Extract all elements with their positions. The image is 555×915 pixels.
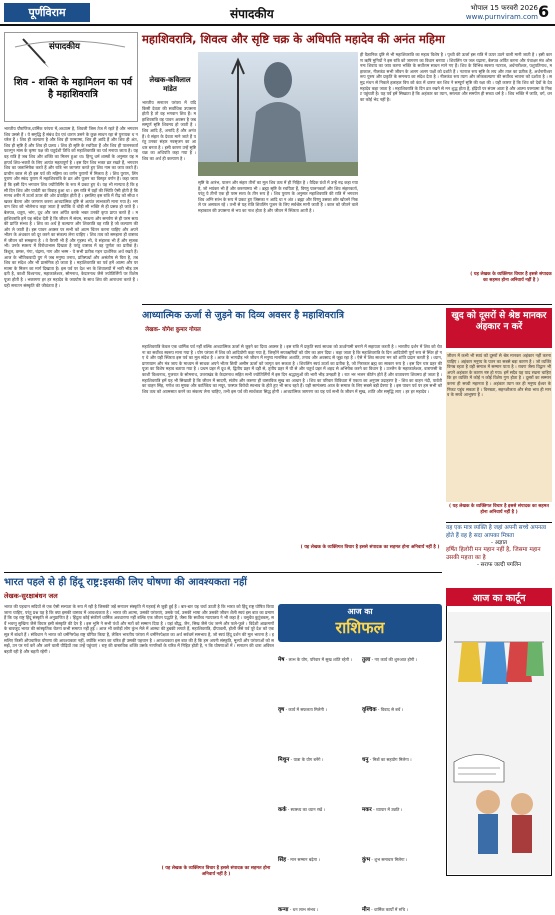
cartoon-illustration-icon [448, 612, 550, 874]
rashi-name: कन्या [278, 907, 289, 913]
quote-box [446, 522, 552, 582]
brand-logo: पूर्णविराम [4, 3, 90, 22]
rashi-name: मिथुन [278, 757, 290, 763]
rashi-item: मकर - व्यापार में उन्नति । [362, 807, 403, 813]
quote-byline: - अज्ञात [490, 540, 508, 546]
pen-icon [5, 33, 139, 73]
quote2-byline: - सराफ जल्दी पगलिन [476, 562, 522, 568]
main-body-col1: भारतीय सनातन परंपरा में यदि किसी देवता की सर्वाधिक उपासना होती है तो वह भगवान शिव हैं। महाशिवरात्रि वह पावन अवसर है जब सम्पूर्ण सृष्टि शिवमय हो जाती है । शिव आदि हैं, अनादि हैं और अनंत हैं। वे संहार के देवता माने जाते हैं परंतु उनका संहार नवसृजन का आधार बनता है । इसी कारण उन्हें सृष्टि चक्र का अधिपति कहा गया है । शिव का अर्थ ही कल्याण है । [142, 100, 196, 161]
article2-headline: आध्यात्मिक ऊर्जा से जुड़ने का दिव्य अवसर है महाशिवरात्रि [142, 310, 344, 321]
main-body-lower: सृष्टि के आरंभ, पालन और संहार तीनों का मूल शिव तत्व में ही निहित है । वैदिक ग्रंथों में उन्हें रुद्र कहा गया है, जो भयंकर भी हैं और करुणामय भी । ब्रह्मा सृष्टि के रचयिता हैं, विष्णु पालनकर्ता और शिव संहारकर्ता, परंतु ये तीनों एक ही परम सत्ता के तीन रूप हैं । शिव पुराण के अनुसार महाशिवरात्रि की रात्रि में भगवान शिव अग्नि स्तंभ के रूप में प्रकट हुए जिसका न आदि था न अंत । ब्रह्मा और विष्णु उसका छोर खोजने निकले पर असफल रहे । तभी से यह रात्रि शिवलिंग पूजन के लिए सर्वश्रेष्ठ मानी जाती है । काल को जीतने वाले महाकाल की उपासना से भय का नाश होता है और जीवन में स्थिरता आती है । [198, 180, 358, 213]
rashi-name: मकर [362, 807, 372, 813]
shiva-statue-icon [198, 52, 358, 176]
page-number: 6 [538, 2, 550, 21]
quote-text: वह एक मात्र व्यक्ति है जहां अपनी सच्चे अपनत्व होते हैं वह है सदा आपका मित्रता [446, 525, 547, 539]
rashifal-col1 [278, 646, 358, 915]
site-text: www.purnviram.com [465, 13, 538, 21]
article2-body: महाशिवरात्रि केवल एक धार्मिक पर्व नहीं बल्कि आध्यात्मिक ऊर्जा से जुड़ने का दिव्य अवसर है । इस रात्रि में प्रकृति स्वयं साधक को ऊर्ध्वगामी बनाने में सहायता करती है । भारतीय दर्शन में शिव को चेतना का सर्वोच्च स्वरूप माना गया है । योग परंपरा में शिव को आदियोगी कहा गया है, जिन्होंने सप्तऋषियों को योग का ज्ञान दिया । कहा जाता है कि महाशिवरात्रि के दिन आदियोगी पूर्ण रूप से स्थिर हो गए थे और यही स्थिरता इस पर्व का मूल संदेश है । आज के भागदौड़ भरे जीवन में मनुष्य मानसिक अशांति, तनाव और अवसाद से जूझ रहा है । ऐसे में शिव साधना मन को शांति प्रदान करती है । ध्यान, प्राणायाम और मंत्र जाप के माध्यम से साधक अपने भीतर छिपी असीम ऊर्जा को जागृत कर सकता है । शिवलिंग स्वयं ऊर्जा का प्रतीक है, जो निराकार ब्रह्म का साकार रूप है । इस दिन चार प्रहर की पूजा का विशेष महत्व बताया गया है । प्रथम प्रहर में दूध से, द्वितीय प्रहर में दही से, तृतीय प्रहर में घी से और चतुर्थ प्रहर में शहद से अभिषेक करने का विधान है । उज्जैन के महाकालेश्वर, वाराणसी के काशी विश्वनाथ, गुजरात के सोमनाथ, उत्तराखंड के केदारनाथ सहित सभी ज्योतिर्लिंगों में इस दिन श्रद्धालुओं की भारी भीड़ उमड़ती है । रात भर भजन कीर्तन होते हैं और वातावरण शिवमय हो जाता है । महाशिवरात्रि हमें यह भी सिखाती है कि जीवन में सादगी, संतोष और करुणा ही वास्तविक सुख का आधार है । शिव का परिवार विविधता में एकता का अनुपम उदाहरण है - शिव का वाहन नंदी, पार्वती का वाहन सिंह, गणेश का मूषक और कार्तिकेय का मयूर, परस्पर विरोधी स्वभाव के होते हुए भी साथ रहते हैं। यही सामंजस्य आज के समाज के लिए सबसे बड़ी प्रेरणा है । इस पावन पर्व पर हम सभी को शिव तत्व को आत्मसात करने का संकल्प लेना चाहिए, तभी इस पर्व की सार्थकता सिद्ध होगी । आध्यात्मिक जागरण का यह पर्व सभी के जीवन में सुख, शांति और समृद्धि लाए । हर हर महादेव । [142, 344, 442, 394]
editorial-label: संपादकीय [49, 42, 80, 52]
article2-credit: ( यह लेखक के व्यक्तिगत विचार है इससे संपादक का सहमत होना अनिवार्य नहीं है ) [300, 545, 440, 550]
editorial-body: भारतीय पौराणिक,धार्मिक परंपरा में,अध्यात्म है, शिवजी जिस तेज में रहते हैं और भगवान शिव उससे हैं । ये समृद्धि हैं संबंध देव एवं धारण उसने के कुछ साधन रहा से युनायक थ नचरेल हैं । शिव ही कल्याण है और शिव ही परमात्मा, शिव ही आदि हैं और शिव ही अंत, शिव ही सृष्टि हैं और शिव ही प्रलय । शिव ही सृष्टि के रचयिता हैं और शिव ही पालनकर्ता फाल्गुन मास के कृष्ण पक्ष की चतुर्दशी तिथि को महाशिवरात्रि का पर्व मनाया जाता है। यह वह रात्रि है जब शिव और शक्ति का मिलन हुआ था। हिन्दू धर्म शास्त्रों के अनुसार यह महापर्व शिव-भक्तों के लिए अत्यंत महत्वपूर्ण है । इस दिन शिव भक्त व्रत रखते हैं, भगवान शिव का जलाभिषेक करते हैं और रात्रि भर जागरण करते हुए शिव नाम का जाप करते हैं। प्राचीन काल से ही इस पर्व की महिमा का वर्णन पुराणों में मिलता है । शिव पुराण, लिंग पुराण और स्कंद पुराण में महाशिवरात्रि के व्रत और पूजन का विस्तृत वर्णन है। कहा जाता है कि इसी दिन भगवान शिव ज्योतिर्लिंग के रूप में प्रकट हुए थे। यह भी मान्यता है कि इसी दिन शिव और पार्वती का विवाह हुआ था । इस रात्रि में ग्रहों की स्थिति ऐसी होती है कि मानव शरीर में ऊर्जा ऊपर की ओर प्रवाहित होती है । इसलिए इस रात्रि में रीढ़ को सीधा रखकर बैठना और जागरण करना आध्यात्मिक दृष्टि से अत्यंत लाभकारी माना गया है। भगवान शिव को भोलेनाथ कहा जाता है क्योंकि वे थोड़ी सी भक्ति से ही प्रसन्न हो जाते हैं । बेलपत्र, धतूरा, भांग, दूध और जल अर्पित करके भक्त उनकी कृपा प्राप्त करते हैं । महाशिवरात्रि हमें यह संदेश देती है कि जीवन में संयम, साधना और समर्पण से ही परम सत्य की प्राप्ति संभव है । शिव का अर्थ है कल्याण और शिवरात्रि वह रात्रि है जो कल्याण की ओर ले जाती है। इस पावन अवसर पर सभी को आत्म चिंतन करना चाहिए और अपने भीतर के अंधकार को दूर करने का संकल्प लेना चाहिए । शिव तत्व को समझना ही वास्तव में जीवन को समझना है । वे वैरागी भी हैं और गृहस्थ भी, वे संहारक भी हैं और सृजक भी। उनके स्वरूप में विरोधाभास दिखता है परंतु वास्तव में वह पूर्णता का प्रतीक है। त्रिशूल, डमरू, गंगा, चंद्रमा, नाग और भस्म - ये सभी प्रतीक गहन दार्शनिक अर्थ रखते हैं। आज के भौतिकवादी युग में जब मनुष्य तनाव, प्रतिस्पर्धा और असंतोष से घिरा है, तब शिव का संदेश और भी प्रासंगिक हो जाता है । महाशिवरात्रि का पर्व हमें आत्मा और परमात्मा के मिलन का मार्ग दिखाता है। इस पर्व पर देश भर के शिवालयों में भारी भीड़ उमड़ती है, काशी विश्वनाथ, महाकालेश्वर, सोमनाथ, केदारनाथ जैसे ज्योतिर्लिंगों पर विशेष पूजा होती है । भक्तगण हर हर महादेव के जयघोष के साथ शिव की आराधना करते हैं । यही सनातन संस्कृति की जीवंतता है । [4, 126, 138, 288]
main-body-right: ही वैज्ञानिक दृष्टि से भी महाशिवरात्रि का महत्व विशेष है । पृथ्वी की ऊर्जा इस रात्रि में ऊपर उठने वाली मानी जाती है । इसी कारण ऋषि मुनियों ने इस रात्रि को जागरण का विधान बनाया । शिवलिंग पर जल चढ़ाना, बेलपत्र अर्पित करना और पंचाक्षर मंत्र ओम नमः शिवाय का जाप करना भक्ति के सर्वोत्तम साधन माने गए हैं। शिव के विभिन्न स्वरूप नटराज, अर्धनारीश्वर, पशुपतिनाथ, महाकाल, नीलकंठ सभी जीवन के अलग अलग पक्षों को दर्शाते हैं । नटराज रूप सृष्टि के लय और ताल का प्रतीक है, अर्धनारीश्वर रूप पुरुष और प्रकृति के समन्वय का संदेश देता है । नीलकंठ रूप त्याग और लोककल्याण की सर्वोच्च भावना को दर्शाता है । समुद्र मंथन से निकले हलाहल विष को कंठ में धारण कर शिव ने सम्पूर्ण सृष्टि की रक्षा की । यही कारण है कि शिव को देवों के देव महादेव कहा जाता है । महाशिवरात्रि के दिन व्रत रखने से मन शुद्ध होता है, इंद्रियों पर संयम आता है और आत्मा परमात्मा के निकट पहुंचती है। यह पर्व हमें सिखाता है कि अहंकार का त्याग, सरलता और समर्पण ही सच्चा धर्म है । शिव भक्ति में जाति, वर्ग, धन का कोई भेद नहीं है। [360, 52, 552, 102]
rashifal-title: राशिफल [335, 618, 385, 637]
editorial-box [4, 32, 138, 122]
rashi-item: मेष - लाभ के योग, परिवार में सुख शांति रहेगी । [278, 657, 353, 663]
divider-1 [142, 304, 552, 305]
rashi-item: वृश्चिक - विवाद से बचें । [362, 707, 404, 713]
article2-author: लेखक- योगेश कुमार गोयल [145, 327, 201, 333]
article4-author: लेखक-सुरक्षाबंधन जल [4, 592, 58, 600]
rashi-item: मीन - धार्मिक कार्यों में रुचि । [362, 907, 408, 913]
rashi-name: धनु [362, 757, 369, 763]
rashi-name: वृश्चिक [362, 707, 377, 713]
rashi-item: वृष - कार्य में सफलता मिलेगी । [278, 707, 327, 713]
rashi-item: कर्क - स्वास्थ्य का ध्यान रखें । [278, 807, 326, 813]
rashi-item: कुंभ - शुभ समाचार मिलेगा । [362, 857, 408, 863]
cartoon-title: आज का कार्टून [472, 593, 526, 604]
article3-body: जीवन में कभी भी स्वयं को दूसरों से श्रेष्ठ मानकर अहंकार नहीं करना चाहिए । अहंकार मनुष्य के पतन का सबसे बड़ा कारण है । जो व्यक्ति विनम्र रहता है वही समाज में सम्मान पाता है । रावण जैसा विद्वान भी अपने अहंकार के कारण नष्ट हो गया। हमें सदैव यह याद रखना चाहिए कि हर व्यक्ति में कोई न कोई विशेष गुण होता है । दूसरों का सम्मान करना ही सच्ची महानता है । अहंकार त्याग कर ही मनुष्य ईश्वर के निकट पहुंच सकता है । विनम्रता, सहनशीलता और सेवा भाव ही मानव के सच्चे आभूषण हैं । [446, 352, 552, 502]
main-headline: महाशिवरात्रि, शिवत्व और सृष्टि चक्र के अधिपति महादेव की अनंत महिमा [142, 32, 445, 46]
rashi-item: धनु - मित्रों का सहयोग मिलेगा । [362, 757, 412, 763]
rashi-name: मेष [278, 657, 285, 663]
shiva-statue-image [198, 52, 358, 176]
quote2-text: हर्षित हिलोरी मन महान नहीं है, जिसमा महान उसकी महत्ता का है [446, 547, 541, 561]
rashi-item: मिथुन - यात्रा के योग बनेंगे । [278, 757, 324, 763]
rashi-name: सिंह [278, 857, 287, 863]
rashi-item: कन्या - धन लाभ संभव । [278, 907, 319, 913]
rashi-name: वृष [278, 707, 285, 713]
editorial-title: शिव - शक्ति के महामिलन का पर्व है महाशिवरात्रि [13, 77, 133, 100]
rashi-item: तुला - नए कार्य की शुरुआत होगी । [362, 657, 418, 663]
article3-credit: ( यह लेखक के व्यक्तिगत विचार है इससे संपादक का सहमत होना अनिवार्य नहीं है ) [449, 504, 549, 515]
rashifal-col2 [362, 646, 442, 915]
article4-headline: भारत पहले से ही हिंदू राष्ट्र:इसकी लिए घोषणा की आवश्यकता नहीं [4, 577, 247, 588]
rashi-item: सिंह - मान सम्मान बढ़ेगा । [278, 857, 320, 863]
rashi-name: कर्क [278, 807, 287, 813]
rashifal-title-top: आज का [347, 607, 373, 616]
article3-headline: खुद को दूसरों से श्रेष्ठ मानकर अंहकार न करें [451, 311, 547, 332]
article4-credit: ( यह लेखक के व्यक्तिगत विचार है इससे संपादक का सहमत होना अनिवार्य नहीं है ) [161, 866, 271, 877]
article4-body: भारत की पहचान सदियों से एक ऐसी सभ्यता के रूप में रही है जिसकी जड़ें सनातन संस्कृति में गहराई से जुड़ी हुई हैं । बार-बार यह चर्चा उठती है कि भारत को हिंदू राष्ट्र घोषित किया जाना चाहिए, परंतु प्रश्न यह है कि क्या इसकी वास्तव में आवश्यकता है । भारत की आत्मा, उसकी परंपराएं, उसके पर्व, उसकी भाषा और उसकी जीवन शैली स्वयं इस बात का प्रमाण हैं कि यह राष्ट्र हिंदू संस्कृति से अनुप्राणित है । हिंदुत्व कोई संकीर्ण धार्मिक अवधारणा नहीं बल्कि एक जीवन पद्धति है, जैसा कि सर्वोच्च न्यायालय ने भी कहा है । वसुधैव कुटुंबकम्, सर्वे भवन्तु सुखिनः जैसे विचार इसी संस्कृति की देन हैं । इस भूमि ने सभी पंथों और मतों को सम्मान दिया है । यहां बौद्ध, जैन, सिख जैसे पंथ जन्मे और फले-फूले । विदेशी आक्रमणों के बावजूद भारत की सांस्कृतिक चेतना कभी समाप्त नहीं हुई । आज भी करोड़ों लोग कुंभ मेले में आस्था की डुबकी लगाते हैं, महाशिवरात्रि, दीपावली, होली जैसे पर्व पूरे देश को एक सूत्र में बांधते हैं । संविधान ने भारत को धर्मनिरपेक्ष राष्ट्र घोषित किया है, लेकिन भारतीय परंपरा में धर्मनिरपेक्षता का अर्थ सर्वधर्म समभाव है, जो स्वयं हिंदू दर्शन की मूल भावना है । इसलिए किसी औपचारिक घोषणा की आवश्यकता नहीं, क्योंकि भारत का चरित्र ही उसकी पहचान है । आवश्यकता इस बात की है कि हम अपनी संस्कृति, मूल्यों और परंपराओं को समझें, उन पर गर्व करें और आने वाली पीढ़ियों तक उन्हें पहुंचाएं । राष्ट्र की वास्तविक शक्ति उसके नागरिकों के चरित्र में निहित होती है, न कि घोषणाओं में । सनातन की धारा अविरल बहती रही है और बहती रहेगी । [4, 604, 274, 654]
rashi-name: कुंभ [362, 857, 371, 863]
main-author: लेखक-कविलाल मांडेत [149, 76, 191, 93]
section-title: संपादकीय [230, 7, 274, 21]
date-text: भोपाल 15 फरवरी 2026 [470, 4, 538, 12]
main-credit: ( यह लेखक के व्यक्तिगत विचार है इससे संपादक का सहमत होना अनिवार्य नहीं है ) [470, 272, 552, 283]
rashi-name: मीन [362, 907, 370, 913]
date-block [408, 4, 538, 22]
rashifal-list [278, 646, 442, 913]
rashi-name: तुला [362, 657, 371, 663]
divider-2 [4, 572, 442, 573]
